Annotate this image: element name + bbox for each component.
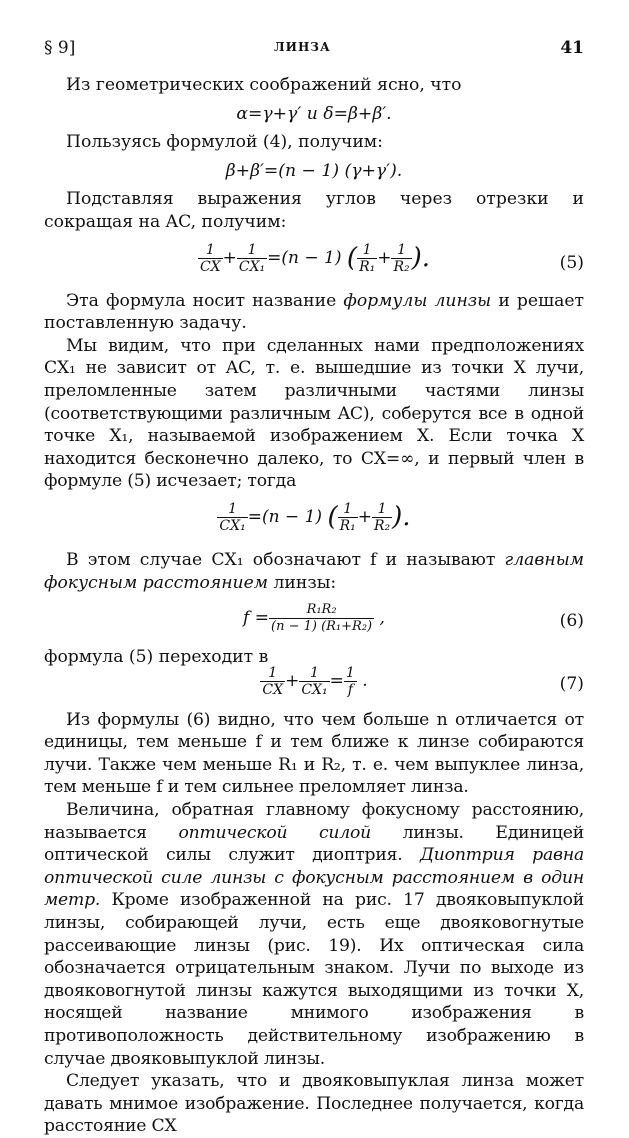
eq5-lparen: ( <box>346 242 358 273</box>
p9-emphasis-2: Диоптрия равна оптической силе линзы с фокусным расстоянием в один метр. <box>44 845 584 911</box>
equation-7 <box>44 665 584 701</box>
eqinf-plus: + <box>357 506 372 527</box>
equation-beta: β+β′=(n − 1) (γ+γ′). <box>225 160 403 181</box>
eq5-frac3-num: 1 <box>357 242 377 259</box>
eq7-tail: . <box>356 670 368 691</box>
p6-text-a: В этом случае CX₁ обозначают f и называют <box>66 549 505 570</box>
eq5-plus: + <box>222 247 237 268</box>
eq5-frac1-den: CX <box>199 258 221 275</box>
section-marker: § 9] <box>44 38 76 58</box>
eq7-frac3-num: 1 <box>345 664 355 681</box>
eqinf-frac1-num: 1 <box>217 501 247 518</box>
eq6-lhs: f = <box>243 608 269 629</box>
equation-angles: α=γ+γ′ и δ=β+β′. <box>236 103 392 124</box>
header-title: ЛИНЗА <box>274 40 331 54</box>
eq7-plus: + <box>285 670 300 691</box>
p9-emphasis-1: оптической силой <box>178 822 372 843</box>
eqinf-frac3-num: 1 <box>372 501 392 518</box>
equation-infinity <box>44 501 584 541</box>
eq5-frac3-den: R₁ <box>359 258 376 275</box>
eq5-frac4-den: R₂ <box>393 258 410 275</box>
eqinf-frac2-num: 1 <box>338 501 358 518</box>
page-number: 41 <box>560 38 584 58</box>
p6-text-b: линзы: <box>268 572 337 593</box>
page-body <box>44 74 584 1138</box>
eq7-frac2-num: 1 <box>299 665 329 682</box>
eq7-frac1-den: CX <box>262 681 284 698</box>
equation-5: $\frac{1}{CX}$ + $\frac{1}{\text{CX₁}}$ =(n − 1) ( $\frac{1}{\text{R₁}}$ + $\frac{1}{\text{R₂}}$ ). (5) <box>199 241 584 275</box>
eq6-num: R₁R₂ <box>269 602 374 619</box>
running-header <box>44 38 584 62</box>
eq5-mid: =(n − 1) <box>267 247 342 268</box>
paragraph-5: Мы видим, что при сделанных нами предположениях CX₁ не зависит от AC, т. е. вышедшие из точки X лучи, преломленные затем различными частями линзы (соответствующими различным AC), соберутся все в одной точке X₁, называемой изображением X. Если точка X находится бесконечно далеко, то CX=∞, и первый член в формуле (5) исчезает; тогда <box>44 335 584 492</box>
paragraph-2: Пользуясь формулой (4), получим: <box>66 132 383 153</box>
paragraph-6 <box>44 549 584 594</box>
eqinf-frac1-den: CX₁ <box>219 517 246 534</box>
p6-emphasis: главным фокусным расстоянием <box>44 549 584 593</box>
eq5-frac1-num: 1 <box>198 242 223 259</box>
eqinf-frac3-den: R₂ <box>374 517 391 534</box>
p9-text-a: Величина, обратная главному фокусному расстоянию, называется <box>44 800 584 843</box>
eq5-rparen: ). <box>411 242 431 273</box>
paragraph-8: Из формулы (6) видно, что чем больше n отличается от единицы, тем меньше f и тем ближе к линзе собираются лучи. Также чем меньше R₁ и R₂, т. е. чем выпуклее линза, тем меньше f и тем сильнее преломляет линза. <box>44 709 584 798</box>
paragraph-1: Из геометрических соображений ясно, что <box>66 75 462 95</box>
equation-number-6: (6) <box>559 611 584 632</box>
paragraph-4 <box>44 290 584 335</box>
eq5-frac2-den: CX₁ <box>238 258 266 275</box>
p4-text-a: Эта формула носит название <box>66 290 344 311</box>
eqinf-mid: =(n − 1) <box>247 506 323 527</box>
eqinf-rparen: ). <box>392 502 411 533</box>
paragraph-3: Подставляя выражения углов через отрезки и сокращая на AC, получим: <box>44 189 584 232</box>
eqinf-frac2-den: R₁ <box>339 517 356 534</box>
equation-number-5: (5) <box>559 252 584 273</box>
eq7-equals: = <box>329 670 344 691</box>
eq7-frac1-num: 1 <box>260 665 285 682</box>
paragraph-7: формула (5) переходит в <box>44 647 269 668</box>
eqinf-lparen: ( <box>327 502 338 533</box>
eq7-frac3-den: f <box>347 681 353 698</box>
eq5-frac4-num: 1 <box>391 242 411 259</box>
paragraph-10: Следует указать, что и двояковыпуклая линза может давать мнимое изображение. Последнее получается, когда расстояние CX <box>44 1071 584 1137</box>
p9-text-b: линзы. Единицей оптической силы служит диоптрия. <box>44 822 584 866</box>
eq5-frac2-num: 1 <box>237 242 267 259</box>
equation-number-7: (7) <box>559 673 584 694</box>
paragraph-9 <box>44 799 584 1070</box>
eq6-den: (n − 1) (R₁+R₂) <box>271 619 373 635</box>
eq7-frac2-den: CX₁ <box>301 681 328 698</box>
eq6-tail: , <box>374 608 385 629</box>
p9-text-c: Кроме изображенной на рис. 17 двояковыпуклой линзы, собирающей лучи, есть еще двояковогнутые рассеивающие линзы (рис. 19). Их оптическая сила обозначается отрицательным знаком. Лучи по выходе из двояковогнутой линзы кажутся выходящими из точки X, носящей название мнимого изображения в противоположность действительному изображению в случае двояковыпуклой линзы. <box>44 890 584 1069</box>
p4-emphasis: формулы линзы <box>343 290 492 311</box>
p4-text-b: и решает поставленную задачу. <box>44 290 584 334</box>
equation-6 <box>44 602 584 638</box>
